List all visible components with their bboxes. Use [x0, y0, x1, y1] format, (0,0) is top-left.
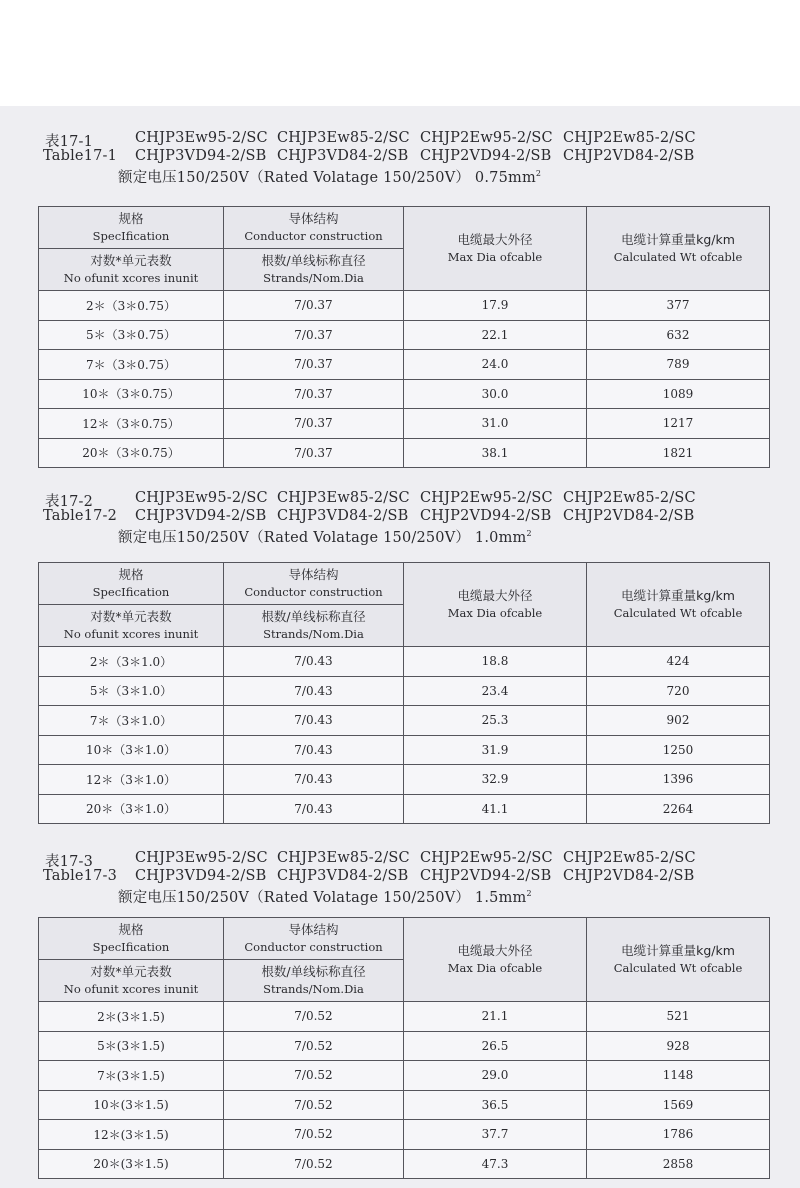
- header-weight: 电缆计算重量kg/km Calculated Wt ofcable: [587, 207, 770, 291]
- cell-max-dia: 30.0: [404, 379, 587, 409]
- table-row: [39, 706, 770, 736]
- cell-spec: 20＊（3＊1.0）: [39, 794, 224, 824]
- cell-weight: 902: [587, 706, 770, 736]
- model-code: CHJP2Ew95-2/SC: [420, 850, 553, 866]
- table-row: [39, 794, 770, 824]
- cell-max-dia: 31.0: [404, 409, 587, 439]
- cell-strands: 7/0.43: [224, 647, 404, 677]
- cell-weight: 1217: [587, 409, 770, 439]
- cell-max-dia: 26.5: [404, 1031, 587, 1061]
- model-code: CHJP3VD84-2/SB: [277, 868, 409, 884]
- cell-weight: 1250: [587, 735, 770, 765]
- cell-strands: 7/0.52: [224, 1120, 404, 1150]
- cell-weight: 424: [587, 647, 770, 677]
- cell-weight: 1569: [587, 1090, 770, 1120]
- table-label-cn: 表17-1: [45, 134, 94, 150]
- cell-spec: 2＊(3＊1.5): [39, 1002, 224, 1032]
- cell-strands: 7/0.43: [224, 706, 404, 736]
- cell-strands: 7/0.52: [224, 1061, 404, 1091]
- cell-weight: 1396: [587, 765, 770, 795]
- table-row: [39, 1120, 770, 1150]
- cell-max-dia: 32.9: [404, 765, 587, 795]
- header-spec: 规格 SpecIfication: [39, 918, 224, 960]
- model-code: CHJP3Ew85-2/SC: [277, 130, 410, 146]
- model-code: CHJP2VD94-2/SB: [420, 148, 552, 164]
- model-code: CHJP3Ew95-2/SC: [135, 850, 268, 866]
- header-spec: 规格 SpecIfication: [39, 207, 224, 249]
- cell-spec: 2＊（3＊1.0）: [39, 647, 224, 677]
- cell-strands: 7/0.43: [224, 676, 404, 706]
- table-row: [39, 438, 770, 468]
- cell-spec: 2＊（3＊0.75）: [39, 291, 224, 321]
- model-code: CHJP3Ew95-2/SC: [135, 490, 268, 506]
- table-label-cn: 表17-3: [45, 854, 94, 870]
- cell-weight: 789: [587, 350, 770, 380]
- model-code: CHJP3Ew85-2/SC: [277, 850, 410, 866]
- model-code: CHJP2VD94-2/SB: [420, 868, 552, 884]
- table-row: [39, 1061, 770, 1091]
- cell-max-dia: 21.1: [404, 1002, 587, 1032]
- table-row: [39, 676, 770, 706]
- model-code: CHJP2Ew95-2/SC: [420, 490, 553, 506]
- header-strands: 根数/单线标称直径 Strands/Nom.Dia: [224, 960, 404, 1002]
- superscript: 2: [526, 889, 532, 898]
- cell-strands: 7/0.37: [224, 320, 404, 350]
- table-label-en: Table17-1: [43, 148, 118, 164]
- table-row: [39, 765, 770, 795]
- model-code: CHJP2Ew85-2/SC: [563, 130, 696, 146]
- header-conductor: 导体结构 Conductor construction: [224, 563, 404, 605]
- header-max-dia: 电缆最大外径 Max Dia ofcable: [404, 563, 587, 647]
- model-code: CHJP3VD84-2/SB: [277, 148, 409, 164]
- header-weight: 电缆计算重量kg/km Calculated Wt ofcable: [587, 918, 770, 1002]
- model-code: CHJP2Ew85-2/SC: [563, 490, 696, 506]
- table-row: [39, 1031, 770, 1061]
- cell-max-dia: 47.3: [404, 1149, 587, 1179]
- cell-spec: 5＊（3＊0.75）: [39, 320, 224, 350]
- superscript: 2: [535, 169, 542, 178]
- model-code: CHJP3Ew95-2/SC: [135, 130, 268, 146]
- cell-max-dia: 18.8: [404, 647, 587, 677]
- table-label-en: Table17-2: [43, 508, 118, 524]
- model-code: CHJP3Ew85-2/SC: [277, 490, 410, 506]
- cell-strands: 7/0.43: [224, 765, 404, 795]
- model-code: CHJP3VD94-2/SB: [135, 868, 267, 884]
- cell-weight: 720: [587, 676, 770, 706]
- model-code: CHJP2VD84-2/SB: [563, 508, 695, 524]
- cell-max-dia: 25.3: [404, 706, 587, 736]
- model-code: CHJP2Ew95-2/SC: [420, 130, 553, 146]
- spec-table: [38, 206, 770, 468]
- cell-weight: 2264: [587, 794, 770, 824]
- cell-strands: 7/0.37: [224, 409, 404, 439]
- header-cores: 对数*单元表数 No ofunit xcores inunit: [39, 605, 224, 647]
- cell-weight: 1148: [587, 1061, 770, 1091]
- header-cores: 对数*单元表数 No ofunit xcores inunit: [39, 960, 224, 1002]
- header-strands: 根数/单线标称直径 Strands/Nom.Dia: [224, 249, 404, 291]
- cell-weight: 377: [587, 291, 770, 321]
- header-max-dia: 电缆最大外径 Max Dia ofcable: [404, 918, 587, 1002]
- cell-spec: 12＊（3＊0.75）: [39, 409, 224, 439]
- cell-weight: 632: [587, 320, 770, 350]
- header-conductor: 导体结构 Conductor construction: [224, 207, 404, 249]
- cell-weight: 1786: [587, 1120, 770, 1150]
- cell-max-dia: 24.0: [404, 350, 587, 380]
- cell-strands: 7/0.37: [224, 350, 404, 380]
- cell-weight: 521: [587, 1002, 770, 1032]
- table-row: [39, 735, 770, 765]
- rated-voltage-line: 额定电压150/250V（Rated Volatage 150/250V） $1.5mm^2$: [118, 889, 532, 906]
- cell-spec: 7＊（3＊0.75）: [39, 350, 224, 380]
- cell-strands: 7/0.52: [224, 1002, 404, 1032]
- header-spec: 规格 SpecIfication: [39, 563, 224, 605]
- cell-max-dia: 22.1: [404, 320, 587, 350]
- cell-spec: 20＊（3＊0.75）: [39, 438, 224, 468]
- spec-table: [38, 562, 770, 824]
- cell-spec: 10＊（3＊0.75）: [39, 379, 224, 409]
- cell-strands: 7/0.37: [224, 291, 404, 321]
- table-row: [39, 1090, 770, 1120]
- cell-max-dia: 37.7: [404, 1120, 587, 1150]
- cell-spec: 12＊（3＊1.0）: [39, 765, 224, 795]
- table-row: [39, 409, 770, 439]
- cell-spec: 7＊(3＊1.5): [39, 1061, 224, 1091]
- cell-weight: 928: [587, 1031, 770, 1061]
- cell-spec: 12＊(3＊1.5): [39, 1120, 224, 1150]
- table-row: [39, 1149, 770, 1179]
- header-strands: 根数/单线标称直径 Strands/Nom.Dia: [224, 605, 404, 647]
- model-code: CHJP2Ew85-2/SC: [563, 850, 696, 866]
- cell-max-dia: 36.5: [404, 1090, 587, 1120]
- table-row: [39, 1002, 770, 1032]
- superscript: 2: [526, 529, 532, 538]
- cell-spec: 10＊(3＊1.5): [39, 1090, 224, 1120]
- table-row: [39, 291, 770, 321]
- spec-table: [38, 917, 770, 1179]
- table-row: [39, 379, 770, 409]
- cell-strands: 7/0.52: [224, 1090, 404, 1120]
- cell-max-dia: 41.1: [404, 794, 587, 824]
- cell-max-dia: 23.4: [404, 676, 587, 706]
- cell-spec: 20＊(3＊1.5): [39, 1149, 224, 1179]
- cell-strands: 7/0.52: [224, 1031, 404, 1061]
- cell-strands: 7/0.43: [224, 735, 404, 765]
- cell-max-dia: 38.1: [404, 438, 587, 468]
- model-code: CHJP2VD84-2/SB: [563, 148, 695, 164]
- cell-max-dia: 31.9: [404, 735, 587, 765]
- cell-strands: 7/0.37: [224, 379, 404, 409]
- cell-spec: 7＊（3＊1.0）: [39, 706, 224, 736]
- cell-max-dia: 29.0: [404, 1061, 587, 1091]
- model-code: CHJP2VD94-2/SB: [420, 508, 552, 524]
- table-label-cn: 表17-2: [45, 494, 94, 510]
- model-code: CHJP3VD94-2/SB: [135, 148, 267, 164]
- cell-weight: 1821: [587, 438, 770, 468]
- table-row: [39, 647, 770, 677]
- cell-strands: 7/0.37: [224, 438, 404, 468]
- header-cores: 对数*单元表数 No ofunit xcores inunit: [39, 249, 224, 291]
- rated-voltage-line: 额定电压150/250V（Rated Volatage 150/250V） $0.75mm^2$: [118, 169, 542, 186]
- cell-max-dia: 17.9: [404, 291, 587, 321]
- model-code: CHJP2VD84-2/SB: [563, 868, 695, 884]
- header-conductor: 导体结构 Conductor construction: [224, 918, 404, 960]
- cell-weight: 1089: [587, 379, 770, 409]
- cell-strands: 7/0.43: [224, 794, 404, 824]
- cell-spec: 5＊（3＊1.0）: [39, 676, 224, 706]
- model-code: CHJP3VD94-2/SB: [135, 508, 267, 524]
- rated-voltage-line: 额定电压150/250V（Rated Volatage 150/250V） $1.0mm^2$: [118, 529, 532, 546]
- cell-weight: 2858: [587, 1149, 770, 1179]
- model-code: CHJP3VD84-2/SB: [277, 508, 409, 524]
- cell-spec: 5＊(3＊1.5): [39, 1031, 224, 1061]
- header-max-dia: 电缆最大外径 Max Dia ofcable: [404, 207, 587, 291]
- table-row: [39, 350, 770, 380]
- table-row: [39, 320, 770, 350]
- cell-strands: 7/0.52: [224, 1149, 404, 1179]
- table-label-en: Table17-3: [43, 868, 118, 884]
- cell-spec: 10＊（3＊1.0）: [39, 735, 224, 765]
- header-weight: 电缆计算重量kg/km Calculated Wt ofcable: [587, 563, 770, 647]
